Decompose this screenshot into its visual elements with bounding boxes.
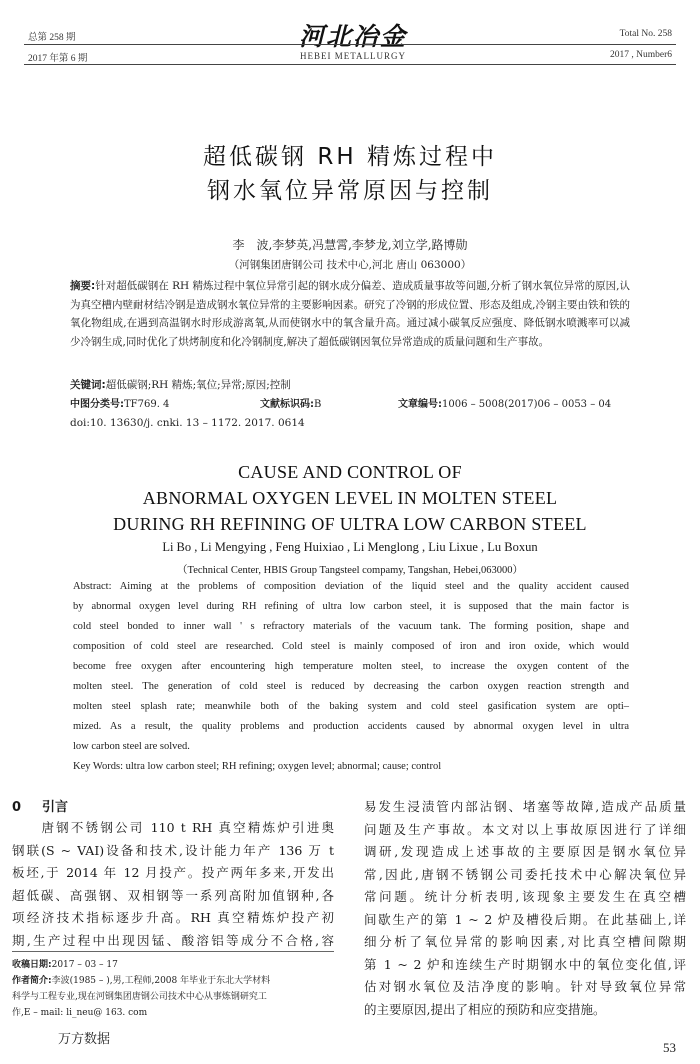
body-line: 超低碳、高强钢、双相钢等一系列高附加值钢种,各 [12, 887, 334, 903]
abstract-en-line: molten steel splash rate; meanwhile both of the baking system and cold steel gasification system are opti– [73, 701, 629, 712]
body-line: 第 1 ~ 2 炉和连续生产时期钢水中的氧位变化值,评 [364, 956, 686, 972]
abstract-en-line: by abnormal oxygen level during RH refining of ultra low carbon steel, it is supposed that the main factor is [73, 601, 629, 612]
body-line: 板坯,于 2014 年 12 月投产。投产两年多来,开发出 [12, 865, 334, 880]
author-bio: 作者简介:李波(1985 – ),男,工程师,2008 年毕业于东北大学材料 [12, 976, 271, 986]
title-en-line-2: ABNORMAL OXYGEN LEVEL IN MOLTEN STEEL [142, 488, 558, 508]
keywords-cn [70, 376, 630, 395]
clc-number: 中图分类号:TF769. 4 [70, 399, 170, 410]
journal-logo: 河北冶金 [298, 22, 407, 51]
title-cn-line-2: 钢水氧位异常原因与控制 [207, 178, 493, 204]
abstract-en-line: Abstract: Aiming at the problems of composition deviation of the liquid steel and the quality accident caused [73, 581, 629, 592]
abstract-en-line: become free oxygen after encountering high temperature molten steel, to increase the oxygen content of the [73, 661, 629, 672]
authors-en: Li Bo , Li Mengying , Feng Huixiao , Li Menglong , Liu Lixue , Lu Boxun [162, 540, 538, 554]
author-bio-line: 作,E – mail: li_neu@ 163. com [12, 1008, 148, 1018]
issue-total-cn: 总第 258 期 [28, 33, 76, 43]
received-date: 收稿日期:2017 – 03 – 17 [12, 960, 118, 970]
title-en-line-3: DURING RH REFINING OF ULTRA LOW CARBON STEEL [113, 514, 587, 534]
affiliation-en: （Technical Center, HBIS Group Tangsteel compamy, Tangshan, Hebei,063000） [177, 565, 523, 576]
issue-year-en: 2017 , Number6 [609, 50, 672, 60]
issue-year-cn: 2017 年第 6 期 [28, 54, 88, 64]
body-line: 期,生产过程中出现因锰、酸溶铝等成分不合格,容 [12, 932, 334, 948]
abstract-en-line: molten steel. The generation of cold steel is reduced by decreasing the carbon oxygen reaction strength and [73, 681, 629, 692]
page-number: 53 [663, 1040, 676, 1055]
watermark: 万方数据 [58, 1032, 111, 1047]
footnote [12, 957, 334, 1021]
title-cn-line-1: 超低碳钢 RH 精炼过程中 [203, 144, 497, 170]
section-number: 0 [12, 800, 22, 815]
author-bio-line: 科学与工程专业,现在河钢集团唐钢公司技术中心从事炼钢研究工 [12, 992, 267, 1002]
body-line: 的主要原因,提出了相应的预防和应变措施。 [364, 1001, 606, 1017]
body-line: 细分析了氧位异常的影响因素,对比真空槽间隙期 [364, 934, 686, 949]
document-code: 文献标识码:B [260, 399, 322, 410]
section-heading [12, 796, 68, 815]
body-line: 估对钢水氧位及洁净度的影响。针对导致氧位异常 [364, 979, 686, 994]
keywords-cn-text: 超低碳钢;RH 精炼;氧位;异常;原因;控制 [105, 379, 291, 391]
abstract-en-line: low carbon steel are solved. [73, 741, 190, 752]
body-line: 易发生浸渍管内部沾钢、堵塞等故障,造成产品质量 [364, 799, 686, 814]
keywords-en: Key Words: ultra low carbon steel; RH refining; oxygen level; abnormal; cause; control [73, 761, 442, 772]
body-line: 钢联(S ~ VAI)设备和技术,设计能力年产 136 万 t [12, 842, 334, 858]
classification-row [70, 395, 630, 413]
abstract-cn-label: 摘要: [70, 280, 96, 292]
abstract-en-line: composition of cold steel are researched. Cold steel is mainly composed of iron and iron oxide, which would [73, 641, 629, 652]
left-column [12, 817, 334, 952]
authors-cn: 李 波,李梦英,冯慧霄,李梦龙,刘立学,路博勋 [232, 238, 468, 252]
abstract-en-line: mized. As a result, the quality problems and production accidents caused by abnormal oxygen level in ultra [73, 721, 629, 732]
section-title: 引言 [42, 800, 69, 815]
abstract-en-line: cold steel bonded to inner wall ' s refractory materials of the vacuum tank. The forming position, shape and [73, 621, 629, 632]
abstract-cn [70, 277, 630, 377]
body-line: 常问题。统计分析表明,该现象主要发生在真空槽 [364, 889, 686, 904]
article-number: 文章编号:1006 – 5008(2017)06 – 0053 – 04 [398, 399, 612, 410]
body-line: 常,因此,唐钢不锈钢公司委托技术中心解决氧位异 [364, 866, 686, 882]
body-line: 项经济技术指标逐步升高。RH 真空精炼炉投产初 [12, 910, 334, 925]
body-line: 调研,发现造成上述事故的主要原因是钢水氧位异 [364, 844, 686, 859]
footnote-rule [12, 951, 334, 952]
journal-name-en: HEBEI METALLURGY [299, 51, 407, 61]
header-rule-top [24, 44, 676, 45]
affiliation-cn: （河钢集团唐钢公司 技术中心,河北 唐山 063000） [228, 259, 472, 271]
header-rule-bottom [24, 64, 676, 65]
doi: doi:10. 13630/j. cnki. 13 – 1172. 2017. 0614 [70, 417, 305, 429]
body-line: 问题及生产事故。本文对以上事故原因进行了详细 [364, 821, 686, 837]
body-line: 间歇生产的第 1 ~ 2 炉及槽役后期。在此基础上,详 [364, 911, 686, 927]
issue-total-en: Total No. 258 [619, 29, 672, 39]
keywords-cn-label: 关键词: [70, 379, 106, 391]
title-en-line-1: CAUSE AND CONTROL OF [238, 462, 462, 482]
body-line: 唐钢不锈钢公司 110 t RH 真空精炼炉引进奥 [12, 820, 334, 835]
right-column [364, 796, 686, 1021]
abstract-cn-text: 针对超低碳钢在 RH 精炼过程中氧位异常引起的钢水成分偏差、造成质量事故等问题,分析了钢水氧位异常的原因,认为真空槽内壁耐材结冷钢是造成钢水氧位异常的主要影响因素。研究了冷钢的形成位置、形态及组成,冷钢主要由铁和铁的氧化物组成,在遇到高温钢水时形成游离氧,从而使钢水中的氧含量升高。通过减小碳氧反应强度、降低钢水喷溅率可以减少冷钢生成,同时优化了烘烤制度和化冷钢制度,解决了超低碳钢因氧位异常造成的质量问题和生产事故。 [70, 280, 630, 348]
